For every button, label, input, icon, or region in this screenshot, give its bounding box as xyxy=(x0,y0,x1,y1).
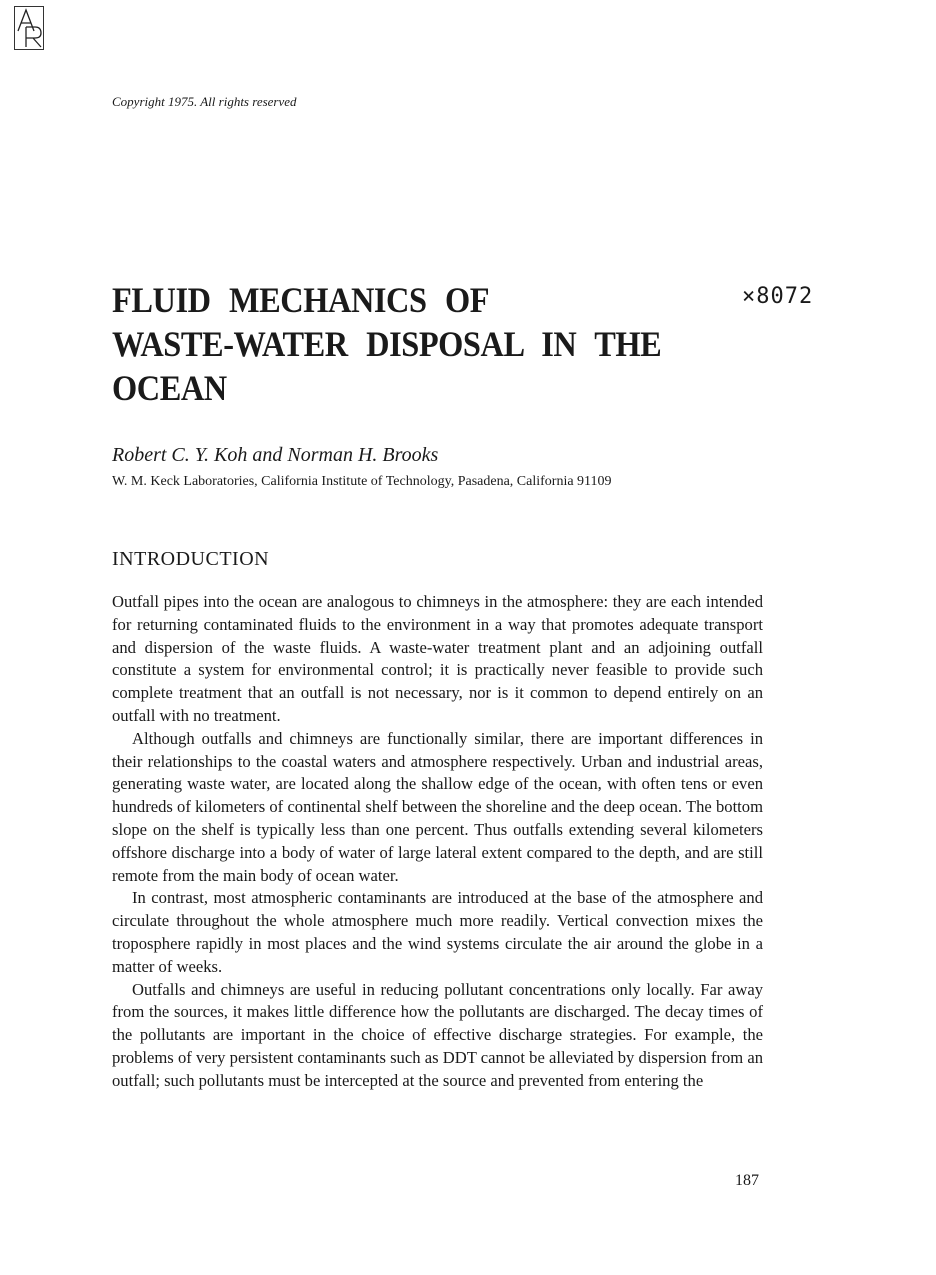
paragraph-3: In contrast, most atmospheric contaminants are introduced at the base of the atmosphere and circulate throughout the whole atmosphere much more readily. Vertical convection mixes the troposphere rapidly in most places and the wind systems circulate the air around the globe in a matter of weeks. xyxy=(112,888,763,976)
title-line-1: FLUID MECHANICS OF xyxy=(112,280,490,320)
article-code: ×8072 xyxy=(742,284,814,309)
paragraph-1: Outfall pipes into the ocean are analogous to chimneys in the atmosphere: they are each intended for returning contaminated fluids to the environment in a way that promotes adequate transport and dispersion of the waste fluids. A waste-water treatment plant and an adjoining outfall constitute a system for environmental control; it is practically never feasible to provide such complete treatment that an outfall is not necessary, nor is it common to depend entirely on an outfall with no treatment. xyxy=(112,592,763,725)
copyright-notice: Copyright 1975. All rights reserved xyxy=(112,94,297,109)
page-number: 187 xyxy=(735,1172,759,1189)
publisher-logo-icon xyxy=(14,6,44,50)
author-affiliation: W. M. Keck Laboratories, California Institute of Technology, Pasadena, California 91109 xyxy=(112,474,612,489)
paragraph-4: Outfalls and chimneys are useful in reducing pollutant concentrations only locally. Far away from the sources, it makes little difference how the pollutants are discharged. The decay times of the pollutants are important in the choice of effective discharge strategies. For example, the problems of very persistent contaminants such as DDT cannot be alleviated by dispersion from an outfall; such pollutants must be intercepted at the source and prevented from entering the xyxy=(112,979,763,1090)
title-line-3: OCEAN xyxy=(112,368,227,408)
ar-monogram-icon xyxy=(15,7,43,49)
body-text xyxy=(112,591,763,1093)
title-line-2: WASTE-WATER DISPOSAL IN THE xyxy=(112,324,662,364)
article-title xyxy=(112,278,662,410)
paragraph-2: Although outfalls and chimneys are functionally similar, there are important differences in their relationships to the coastal waters and atmosphere respectively. Urban and industrial areas, generating waste water, are located along the shallow edge of the ocean, with often tens or even hundreds of kilometers of continental shelf between the shoreline and the deep ocean. The bottom slope on the shelf is typically less than one percent. Thus outfalls extending several kilometers offshore discharge into a body of water of large lateral extent compared to the depth, and are still remote from the main body of ocean water. xyxy=(112,728,763,885)
section-heading: INTRODUCTION xyxy=(112,548,270,570)
article-authors: Robert C. Y. Koh and Norman H. Brooks xyxy=(112,444,439,466)
